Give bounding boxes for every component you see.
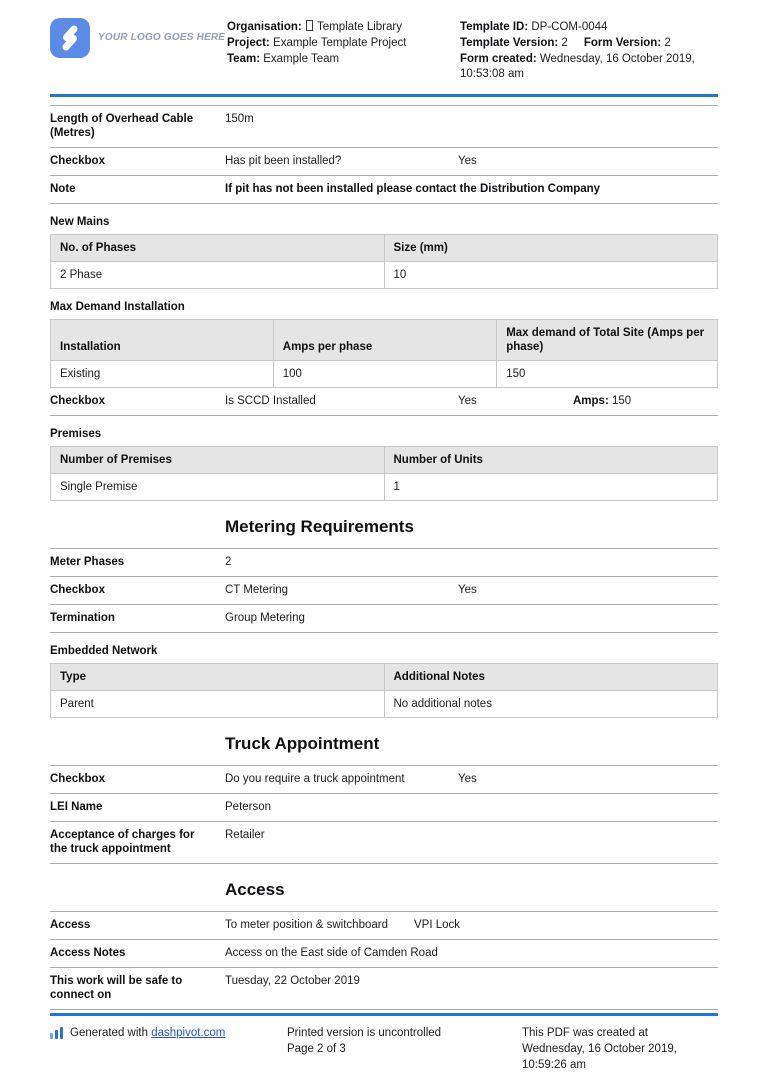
table-cell: Single Premise — [51, 474, 385, 501]
missing-glyph-box — [306, 20, 313, 31]
pdf-created-line3: 10:59:26 am — [522, 1059, 586, 1071]
column-header: No. of Phases — [51, 235, 385, 262]
form-row-access-notes — [50, 939, 718, 967]
table-header-row — [51, 320, 718, 361]
field-value: Tuesday, 22 October 2019 — [225, 975, 360, 987]
field-value: Peterson — [225, 801, 272, 813]
bar-chart-icon — [50, 1027, 63, 1039]
column-header: Number of Units — [384, 447, 718, 474]
page-number: Page 2 of 3 — [287, 1043, 346, 1055]
form-version-label: Form Version: — [583, 37, 662, 49]
table-header-row — [51, 447, 718, 474]
section-label-max-demand: Max Demand Installation — [50, 301, 185, 313]
field-label: Access Notes — [50, 947, 126, 959]
page-header — [0, 0, 768, 83]
checkbox-answer: Yes — [458, 773, 477, 785]
table-cell: No additional notes — [384, 691, 718, 718]
form-version-value: 2 — [664, 37, 671, 49]
column-header: Number of Premises — [51, 447, 385, 474]
pdf-created-line2: Wednesday, 16 October 2019, — [522, 1043, 677, 1055]
section-label-embedded-network: Embedded Network — [50, 645, 158, 657]
company-logo-icon — [50, 18, 90, 58]
form-created-label: Form created: — [460, 53, 537, 65]
form-row-meter-phases — [50, 548, 718, 576]
column-header: Type — [51, 664, 385, 691]
row-group-metering — [50, 548, 718, 633]
column-header: Size (mm) — [384, 235, 718, 262]
table-cell: 2 Phase — [51, 262, 385, 289]
dashpivot-link[interactable]: dashpivot.com — [151, 1027, 226, 1039]
field-label: LEI Name — [50, 801, 103, 813]
header-org-block — [227, 18, 460, 68]
field-value: Retailer — [225, 829, 265, 841]
column-header: Installation — [51, 320, 274, 361]
form-row-pit-checkbox — [50, 147, 718, 175]
project-value: Example Template Project — [273, 37, 407, 49]
footer-created-info — [522, 1025, 718, 1073]
table-row — [51, 691, 718, 718]
template-id-line — [460, 20, 718, 35]
template-version-label: Template Version: — [460, 37, 559, 49]
field-label: Access — [50, 919, 91, 931]
footer-printed-info — [287, 1025, 522, 1057]
checkbox-question: Is SCCD Installed — [225, 395, 316, 407]
row-group-sccd — [50, 388, 718, 416]
field-label: Termination — [50, 612, 115, 624]
note-text: If pit has not been installed please contact the Distribution Company — [225, 183, 601, 195]
form-created-line — [460, 52, 718, 82]
form-row-termination — [50, 604, 718, 632]
field-value: 2 — [225, 556, 232, 568]
table-row — [51, 474, 718, 501]
table-cell: 150 — [497, 361, 718, 388]
column-header: Max demand of Total Site (Amps per phase) — [497, 320, 718, 361]
form-row-truck-checkbox — [50, 765, 718, 793]
form-row-safe-to-connect — [50, 967, 718, 1009]
footer-columns — [50, 1025, 718, 1073]
checkbox-question: Has pit been installed? — [225, 155, 342, 167]
field-value: Access on the East side of Camden Road — [225, 947, 438, 959]
section-heading-access: Access — [225, 880, 285, 899]
column-header: Amps per phase — [273, 320, 496, 361]
embedded-network-table — [50, 663, 718, 718]
form-row-acceptance-of-charges — [50, 821, 718, 863]
premises-table — [50, 446, 718, 501]
field-label: Checkbox — [50, 584, 105, 596]
team-label: Team: — [227, 53, 261, 65]
table-row — [51, 361, 718, 388]
field-value — [225, 918, 718, 932]
table-header-row — [51, 664, 718, 691]
table-cell: 1 — [384, 474, 718, 501]
form-row-access — [50, 911, 718, 939]
table-row — [51, 262, 718, 289]
table-cell: Existing — [51, 361, 274, 388]
field-label: Acceptance of charges for the truck appointment — [50, 829, 195, 855]
pdf-created-line1: This PDF was created at — [522, 1027, 648, 1039]
form-row-overhead-cable — [50, 105, 718, 147]
template-version-value: 2 — [561, 37, 568, 49]
table-cell: 10 — [384, 262, 718, 289]
footer-generated — [50, 1025, 287, 1041]
checkbox-answer: Yes — [458, 584, 477, 596]
printed-version-text: Printed version is uncontrolled — [287, 1027, 442, 1039]
checkbox-question: CT Metering — [225, 584, 289, 596]
section-heading-metering: Metering Requirements — [225, 517, 414, 536]
section-label-new-mains: New Mains — [50, 216, 110, 228]
form-row-note — [50, 175, 718, 203]
logo-area — [50, 18, 227, 58]
access-value-2: VPI Lock — [414, 919, 461, 931]
project-line — [227, 36, 460, 51]
field-value: 150m — [225, 113, 254, 125]
versions-line — [460, 36, 718, 51]
team-value: Example Team — [263, 53, 340, 65]
form-created-value: Wednesday, 16 October 2019, 10:53:08 am — [460, 53, 695, 80]
generated-with-text — [70, 1025, 225, 1041]
table-cell: 100 — [273, 361, 496, 388]
template-id-label: Template ID: — [460, 21, 529, 33]
template-id-value: DP-COM-0044 — [531, 21, 608, 33]
form-content — [0, 105, 768, 1010]
form-row-lei-name — [50, 793, 718, 821]
new-mains-table — [50, 234, 718, 289]
form-row-ct-metering — [50, 576, 718, 604]
project-label: Project: — [227, 37, 270, 49]
section-heading-truck: Truck Appointment — [225, 734, 380, 753]
team-line — [227, 52, 460, 67]
field-label: Checkbox — [50, 395, 105, 407]
checkbox-answer: Yes — [458, 155, 477, 167]
field-label: Checkbox — [50, 773, 105, 785]
amps-field — [573, 394, 718, 408]
field-label: Checkbox — [50, 155, 105, 167]
field-label: This work will be safe to connect on — [50, 975, 183, 1001]
header-meta-block — [460, 18, 718, 83]
footer-divider — [50, 1013, 718, 1016]
organisation-label: Organisation: — [227, 21, 302, 33]
organisation-value: Template Library — [316, 21, 402, 33]
section-label-premises: Premises — [50, 428, 102, 440]
amps-value: 150 — [611, 395, 632, 407]
field-label: Note — [50, 183, 76, 195]
form-row-sccd-checkbox — [50, 388, 718, 415]
checkbox-answer: Yes — [458, 395, 477, 407]
table-header-row — [51, 235, 718, 262]
page-footer — [0, 1013, 768, 1073]
field-label: Length of Overhead Cable (Metres) — [50, 113, 194, 139]
table-cell: Parent — [51, 691, 385, 718]
row-group-truck — [50, 765, 718, 864]
row-group-access — [50, 911, 718, 1010]
field-value: Group Metering — [225, 612, 305, 624]
access-value-1: To meter position & switchboard — [225, 919, 388, 931]
amps-label: Amps: — [573, 395, 609, 407]
logo-placeholder-text: YOUR LOGO GOES HERE — [98, 32, 226, 43]
checkbox-question: Do you require a truck appointment — [225, 773, 405, 785]
max-demand-table — [50, 319, 718, 388]
header-divider — [50, 94, 718, 97]
field-label: Meter Phases — [50, 556, 125, 568]
column-header: Additional Notes — [384, 664, 718, 691]
row-group-overhead — [50, 105, 718, 204]
organisation-line — [227, 20, 460, 35]
generated-prefix: Generated with — [70, 1027, 148, 1039]
